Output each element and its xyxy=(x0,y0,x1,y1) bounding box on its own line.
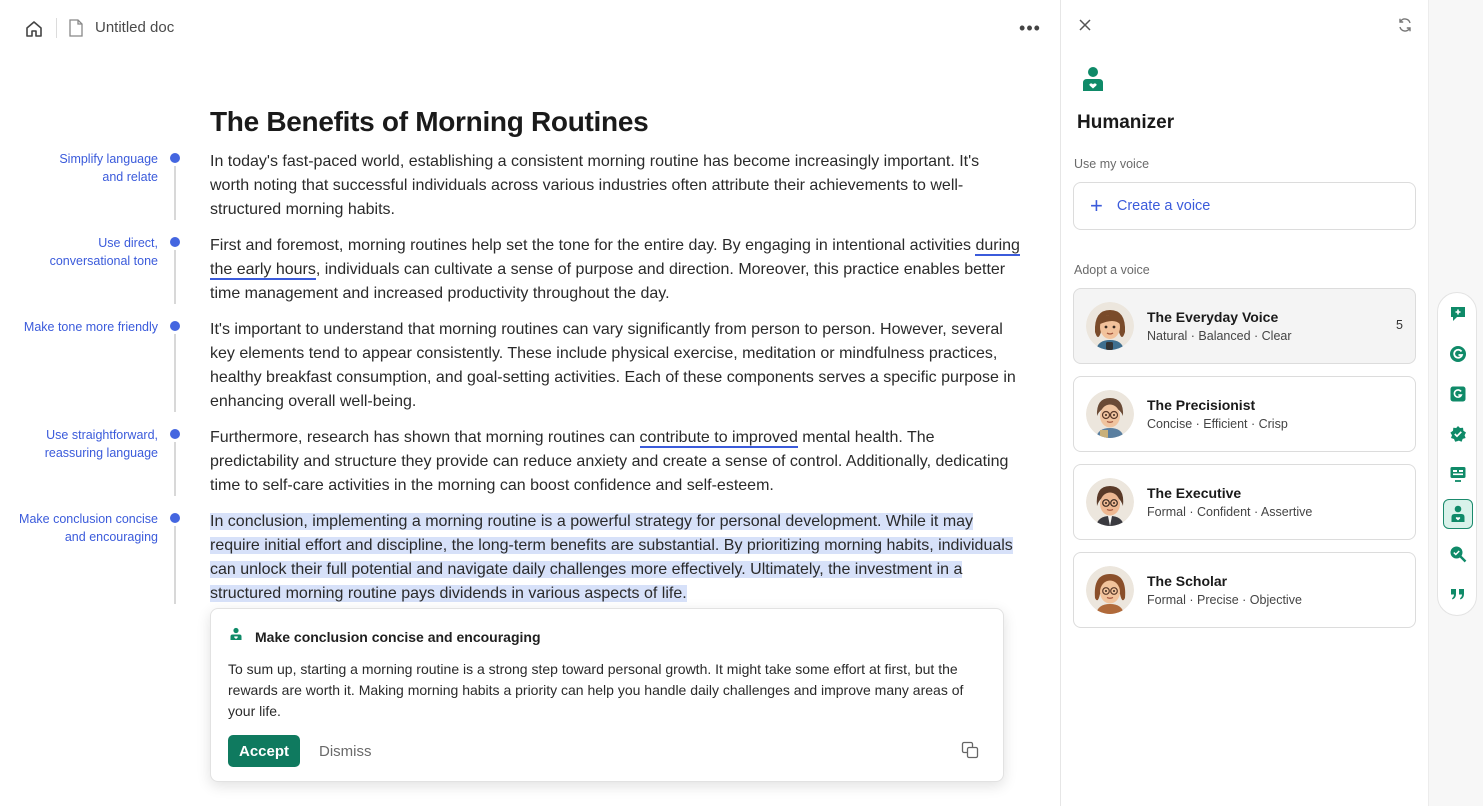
use-my-voice-label: Use my voice xyxy=(1074,157,1150,171)
gutter-dot[interactable] xyxy=(170,513,180,523)
selected-paragraph[interactable] xyxy=(210,510,1020,606)
voice-count: 5 xyxy=(1396,318,1403,332)
voice-description: Concise · Efficient · Crisp xyxy=(1147,417,1288,431)
close-icon[interactable] xyxy=(1075,15,1095,35)
grammarly-icon[interactable] xyxy=(1443,339,1473,369)
gutter-dot[interactable] xyxy=(170,321,180,331)
avatar xyxy=(1086,390,1134,438)
top-divider xyxy=(56,18,57,38)
gutter-line xyxy=(174,526,176,604)
voice-description: Natural · Balanced · Clear xyxy=(1147,329,1292,343)
create-voice-label: Create a voice xyxy=(1116,198,1211,214)
top-bar xyxy=(0,0,1060,56)
plus-icon: + xyxy=(1090,193,1103,218)
voice-name: The Executive xyxy=(1147,485,1242,501)
comment-plus-icon[interactable] xyxy=(1443,299,1473,329)
voice-name: The Scholar xyxy=(1147,573,1228,589)
document-title[interactable]: Untitled doc xyxy=(95,19,175,36)
selected-text[interactable]: In conclusion, implementing a morning routine is a powerful strategy for personal development. While it may require initial effort and discipline, the long-term benefits are substantial. By prioritizing morning habits, individuals can unlock their full potential and navigate daily challenges more effectively. Ultimately, the investment in a structured morning routine pays dividends in various aspects of life. xyxy=(210,513,1013,602)
gutter-line xyxy=(174,166,176,220)
check-badge-icon[interactable] xyxy=(1443,419,1473,449)
avatar xyxy=(1086,566,1134,614)
voice-card-everyday[interactable] xyxy=(1073,288,1416,364)
suggestion-text: To sum up, starting a morning routine is a strong step toward personal growth. It might take some effort at first, but the rewards are worth it. Making morning habits a priority can help you handle daily challenges and improve many areas of your life. xyxy=(228,661,964,719)
voice-card-scholar[interactable] xyxy=(1073,552,1416,628)
paragraph[interactable]: In today's fast-paced world, establishing a consistent morning routine has become increasingly important. It's worth noting that successful individuals across various industries often attribute their achievements to well-structured morning habits. xyxy=(210,153,980,218)
suggestion-card xyxy=(210,608,1004,782)
adopt-voice-label: Adopt a voice xyxy=(1074,263,1150,277)
underlined-suggestion[interactable]: contribute to improved xyxy=(639,429,798,446)
rewrite-icon[interactable] xyxy=(1443,379,1473,409)
tool-rail xyxy=(1428,0,1483,806)
search-check-icon[interactable] xyxy=(1443,539,1473,569)
humanizer-icon[interactable] xyxy=(1443,499,1473,529)
tool-rail-group xyxy=(1437,292,1477,616)
voice-name: The Everyday Voice xyxy=(1147,309,1279,325)
gutter-suggestion-label[interactable]: Make tone more friendly xyxy=(23,320,158,334)
gutter-line xyxy=(174,250,176,304)
quote-icon[interactable] xyxy=(1443,579,1473,609)
more-options-button[interactable]: ••• xyxy=(1019,17,1041,38)
accept-button[interactable]: Accept xyxy=(228,735,300,767)
underlined-suggestion[interactable]: during the early hours xyxy=(210,237,1020,278)
gutter-suggestion-label[interactable]: Use direct, conversational tone xyxy=(49,236,158,268)
document-icon xyxy=(68,19,84,42)
paragraph[interactable]: It's important to understand that morning routines can vary significantly from person to person. However, several key elements tend to appear consistently. These include physical exercise, meditation or mindfulness practices, healthy breakfast consumption, and goal-setting activities. Each of these components serves a specific purpose in enhancing overall well-being. xyxy=(210,321,1016,410)
gutter-line xyxy=(174,442,176,496)
voice-card-executive[interactable] xyxy=(1073,464,1416,540)
document-body[interactable] xyxy=(210,100,1020,606)
gutter-dot[interactable] xyxy=(170,153,180,163)
voice-card-precisionist[interactable] xyxy=(1073,376,1416,452)
home-icon[interactable] xyxy=(22,17,46,41)
gutter-suggestion-label[interactable]: Use straightforward, reassuring language xyxy=(44,428,158,460)
refresh-icon[interactable] xyxy=(1395,15,1415,35)
suggestion-header xyxy=(229,627,541,646)
gutter-dot[interactable] xyxy=(170,237,180,247)
avatar xyxy=(1086,302,1134,350)
humanizer-panel xyxy=(1060,0,1428,806)
humanizer-icon xyxy=(229,627,243,646)
voice-name: The Precisionist xyxy=(1147,397,1256,413)
panel-title: Humanizer xyxy=(1077,112,1175,133)
dismiss-button[interactable]: Dismiss xyxy=(319,742,372,760)
humanizer-icon xyxy=(1081,66,1105,97)
voice-description: Formal · Confident · Assertive xyxy=(1147,505,1313,519)
paragraph[interactable]: Furthermore, research has shown that morning routines can contribute to improved mental health. The predictability and structure they provide can reduce anxiety and create a sense of control. Additionally, dedicating time to self-care activities in the morning can boost confidence and self-esteem. xyxy=(210,429,1009,494)
suggestion-title: Make conclusion concise and encouraging xyxy=(255,628,541,645)
gutter-dot[interactable] xyxy=(170,429,180,439)
document-heading[interactable]: The Benefits of Morning Routines xyxy=(210,106,649,137)
create-voice-button[interactable] xyxy=(1073,182,1416,230)
voice-description: Formal · Precise · Objective xyxy=(1147,593,1302,607)
gutter-suggestion-label[interactable]: Make conclusion concise and encouraging xyxy=(19,512,158,544)
presentation-icon[interactable] xyxy=(1443,459,1473,489)
gutter-suggestion-label[interactable]: Simplify language and relate xyxy=(59,152,158,184)
avatar xyxy=(1086,478,1134,526)
gutter-line xyxy=(174,334,176,412)
paragraph[interactable]: First and foremost, morning routines help set the tone for the entire day. By engaging in intentional activities during the early hours, individuals can cultivate a sense of purpose and direction. Moreover, this practice enables better time management and increased productivity throughout the day. xyxy=(210,237,1020,302)
copy-icon[interactable] xyxy=(961,741,981,761)
